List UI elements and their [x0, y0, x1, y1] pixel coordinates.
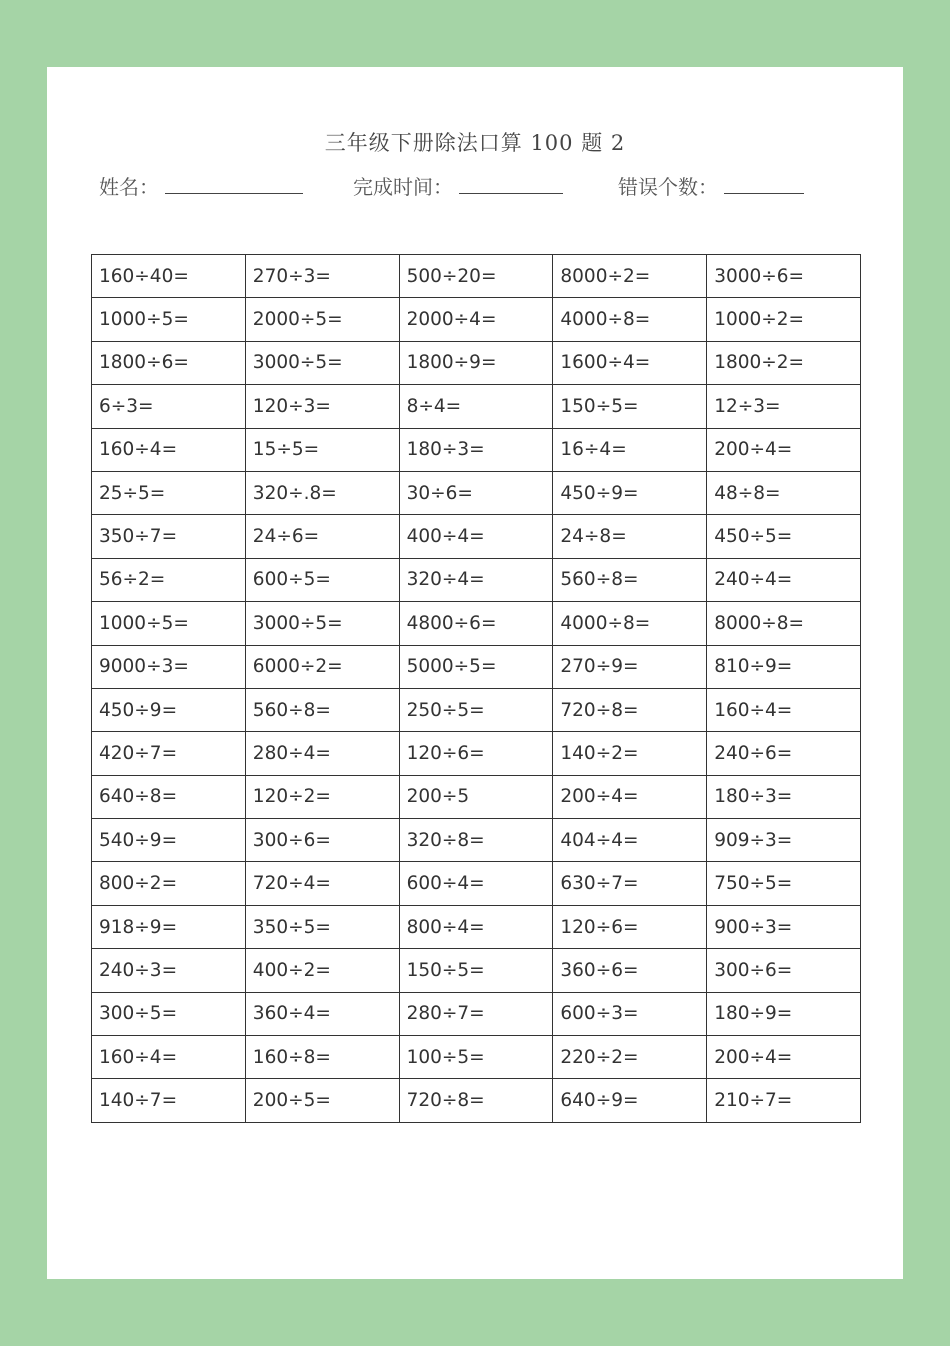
- problem-row: [92, 341, 861, 384]
- problem-cell: 560÷8=: [553, 558, 707, 601]
- problem-cell: 200÷4=: [553, 775, 707, 818]
- problem-row: [92, 688, 861, 731]
- problem-cell: 1800÷6=: [92, 341, 246, 384]
- problem-cell: 450÷9=: [92, 688, 246, 731]
- problem-cell: 120÷6=: [553, 905, 707, 948]
- problem-cell: 1000÷2=: [707, 298, 861, 341]
- problem-row: [92, 602, 861, 645]
- errors-blank[interactable]: [724, 171, 804, 194]
- problem-cell: 150÷5=: [553, 385, 707, 428]
- problem-cell: 420÷7=: [92, 732, 246, 775]
- problem-cell: 8÷4=: [399, 385, 553, 428]
- problem-cell: 56÷2=: [92, 558, 246, 601]
- problem-cell: 300÷6=: [707, 949, 861, 992]
- problem-cell: 120÷2=: [245, 775, 399, 818]
- problem-cell: 909÷3=: [707, 819, 861, 862]
- problem-cell: 8000÷2=: [553, 255, 707, 298]
- name-label: 姓名：: [99, 175, 159, 199]
- problem-cell: 640÷8=: [92, 775, 246, 818]
- problem-cell: 180÷9=: [707, 992, 861, 1035]
- problem-row: [92, 255, 861, 298]
- problem-cell: 300÷5=: [92, 992, 246, 1035]
- problem-cell: 4800÷6=: [399, 602, 553, 645]
- problem-cell: 630÷7=: [553, 862, 707, 905]
- problem-cell: 4000÷8=: [553, 602, 707, 645]
- problem-cell: 810÷9=: [707, 645, 861, 688]
- problem-cell: 560÷8=: [245, 688, 399, 731]
- problem-cell: 360÷6=: [553, 949, 707, 992]
- errors-label: 错误个数：: [618, 175, 718, 199]
- problem-row: [92, 775, 861, 818]
- worksheet: [47, 67, 903, 1279]
- problem-cell: 350÷5=: [245, 905, 399, 948]
- problem-cell: 270÷3=: [245, 255, 399, 298]
- problem-cell: 1000÷5=: [92, 298, 246, 341]
- problem-cell: 720÷8=: [399, 1079, 553, 1122]
- problem-cell: 120÷3=: [245, 385, 399, 428]
- worksheet-title: 三年级下册除法口算 100 题 2: [324, 131, 626, 155]
- problem-table-body: [92, 255, 861, 1123]
- name-field: [99, 171, 303, 200]
- problem-cell: 320÷.8=: [245, 471, 399, 514]
- problem-cell: 400÷4=: [399, 515, 553, 558]
- problem-cell: 200÷4=: [707, 1036, 861, 1079]
- info-row: [47, 171, 903, 205]
- problem-cell: 240÷3=: [92, 949, 246, 992]
- errors-field: [618, 171, 804, 200]
- problem-row: [92, 862, 861, 905]
- problem-cell: 4000÷8=: [553, 298, 707, 341]
- problem-cell: 210÷7=: [707, 1079, 861, 1122]
- problem-cell: 720÷4=: [245, 862, 399, 905]
- problem-row: [92, 428, 861, 471]
- problem-cell: 240÷4=: [707, 558, 861, 601]
- problem-cell: 160÷4=: [92, 1036, 246, 1079]
- problem-row: [92, 385, 861, 428]
- problem-cell: 1600÷4=: [553, 341, 707, 384]
- problem-cell: 240÷6=: [707, 732, 861, 775]
- problem-cell: 450÷9=: [553, 471, 707, 514]
- problem-row: [92, 645, 861, 688]
- problem-cell: 280÷4=: [245, 732, 399, 775]
- problem-cell: 220÷2=: [553, 1036, 707, 1079]
- problem-cell: 300÷6=: [245, 819, 399, 862]
- problem-cell: 3000÷5=: [245, 341, 399, 384]
- problem-row: [92, 992, 861, 1035]
- problem-row: [92, 298, 861, 341]
- time-blank[interactable]: [459, 171, 563, 194]
- problem-row: [92, 732, 861, 775]
- problem-cell: 400÷2=: [245, 949, 399, 992]
- problem-row: [92, 515, 861, 558]
- problem-cell: 24÷6=: [245, 515, 399, 558]
- problem-cell: 350÷7=: [92, 515, 246, 558]
- problem-cell: 25÷5=: [92, 471, 246, 514]
- problem-cell: 5000÷5=: [399, 645, 553, 688]
- problem-cell: 100÷5=: [399, 1036, 553, 1079]
- problem-cell: 250÷5=: [399, 688, 553, 731]
- problem-cell: 140÷7=: [92, 1079, 246, 1122]
- problem-cell: 120÷6=: [399, 732, 553, 775]
- problem-cell: 180÷3=: [707, 775, 861, 818]
- problem-cell: 160÷8=: [245, 1036, 399, 1079]
- problem-cell: 3000÷5=: [245, 602, 399, 645]
- problem-cell: 800÷4=: [399, 905, 553, 948]
- problem-row: [92, 558, 861, 601]
- problem-cell: 320÷4=: [399, 558, 553, 601]
- problem-row: [92, 905, 861, 948]
- problem-row: [92, 1079, 861, 1122]
- problem-cell: 404÷4=: [553, 819, 707, 862]
- problem-cell: 180÷3=: [399, 428, 553, 471]
- problem-cell: 1800÷2=: [707, 341, 861, 384]
- problem-row: [92, 471, 861, 514]
- problem-cell: 360÷4=: [245, 992, 399, 1035]
- problem-cell: 1000÷5=: [92, 602, 246, 645]
- problem-cell: 270÷9=: [553, 645, 707, 688]
- problem-cell: 6÷3=: [92, 385, 246, 428]
- problem-cell: 720÷8=: [553, 688, 707, 731]
- problem-cell: 9000÷3=: [92, 645, 246, 688]
- problem-cell: 200÷4=: [707, 428, 861, 471]
- problem-cell: 3000÷6=: [707, 255, 861, 298]
- problem-cell: 918÷9=: [92, 905, 246, 948]
- problem-cell: 160÷4=: [707, 688, 861, 731]
- problem-cell: 24÷8=: [553, 515, 707, 558]
- problem-cell: 2000÷4=: [399, 298, 553, 341]
- problem-cell: 12÷3=: [707, 385, 861, 428]
- problem-cell: 600÷3=: [553, 992, 707, 1035]
- problem-cell: 6000÷2=: [245, 645, 399, 688]
- problem-cell: 1800÷9=: [399, 341, 553, 384]
- problem-cell: 800÷2=: [92, 862, 246, 905]
- problem-table: [91, 254, 861, 1123]
- problem-row: [92, 819, 861, 862]
- problem-cell: 320÷8=: [399, 819, 553, 862]
- problem-cell: 200÷5=: [245, 1079, 399, 1122]
- problem-cell: 500÷20=: [399, 255, 553, 298]
- problem-cell: 640÷9=: [553, 1079, 707, 1122]
- problem-cell: 540÷9=: [92, 819, 246, 862]
- problem-cell: 150÷5=: [399, 949, 553, 992]
- name-blank[interactable]: [165, 171, 303, 194]
- problem-cell: 600÷5=: [245, 558, 399, 601]
- problem-cell: 280÷7=: [399, 992, 553, 1035]
- problem-cell: 160÷4=: [92, 428, 246, 471]
- problem-row: [92, 949, 861, 992]
- problem-cell: 140÷2=: [553, 732, 707, 775]
- problem-cell: 450÷5=: [707, 515, 861, 558]
- problem-cell: 15÷5=: [245, 428, 399, 471]
- problem-cell: 30÷6=: [399, 471, 553, 514]
- time-field: [353, 171, 563, 200]
- problem-cell: 48÷8=: [707, 471, 861, 514]
- problem-cell: 900÷3=: [707, 905, 861, 948]
- problem-cell: 200÷5: [399, 775, 553, 818]
- time-label: 完成时间：: [353, 175, 453, 199]
- problem-cell: 16÷4=: [553, 428, 707, 471]
- problem-cell: 600÷4=: [399, 862, 553, 905]
- problem-cell: 2000÷5=: [245, 298, 399, 341]
- problem-row: [92, 1036, 861, 1079]
- problem-cell: 160÷40=: [92, 255, 246, 298]
- problem-cell: 8000÷8=: [707, 602, 861, 645]
- problem-cell: 750÷5=: [707, 862, 861, 905]
